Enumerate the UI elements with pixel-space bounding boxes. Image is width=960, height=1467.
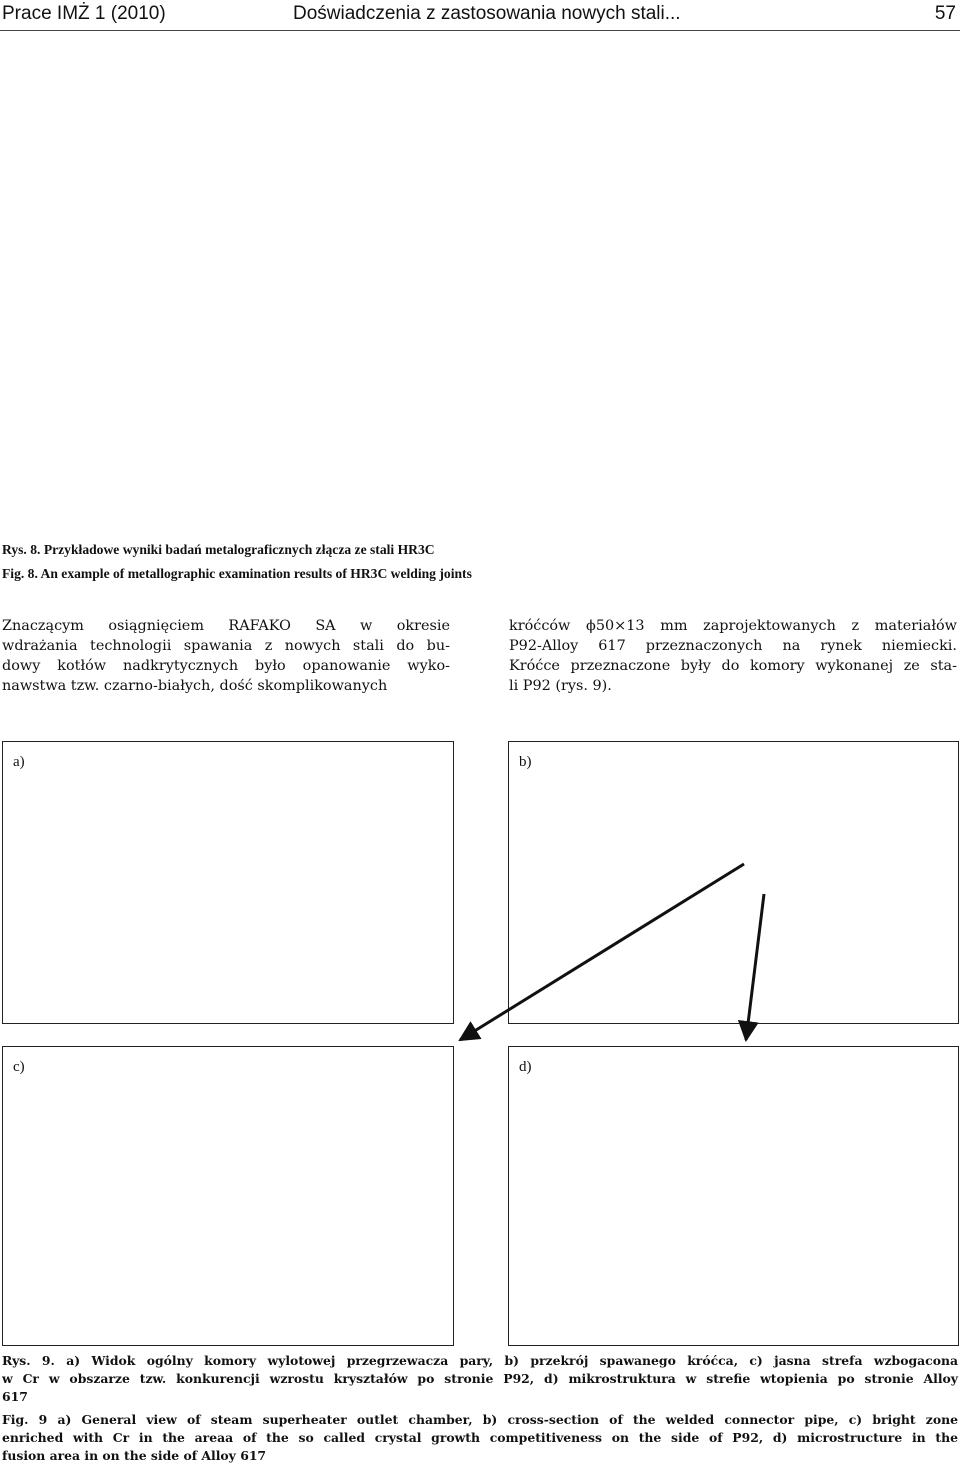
- fig9-panel-b: [508, 741, 959, 1024]
- body-line: li P92 (rys. 9).: [509, 678, 612, 694]
- panel-label-c: c): [13, 1059, 25, 1075]
- page-number: 57: [934, 3, 956, 24]
- fig9-panel-c: [2, 1046, 454, 1346]
- caption-line: Rys. 9. a) Widok ogólny komory wylotowej przegrzewacza pary, b) przekrój spawanego króćca, c) jasna strefa wzbogacona: [2, 1353, 958, 1368]
- panel-label-a: a): [13, 754, 25, 770]
- fig8-caption-pl: Rys. 8. Przykładowe wyniki badań metalograficznych złącza ze stali HR3C: [2, 542, 435, 557]
- body-line: Króćce przeznaczone były do komory wykonanej ze sta-: [509, 658, 957, 674]
- caption-line: 617: [2, 1389, 28, 1404]
- fig8-caption-en: Fig. 8. An example of metallographic examination results of HR3C welding joints: [2, 566, 472, 581]
- panel-label-b: b): [519, 754, 532, 770]
- fig9-panel-a: [2, 741, 454, 1024]
- caption-line: enriched with Cr in the areaa of the so called crystal growth competitiveness on the side of P92, d) microstructure in the: [2, 1430, 958, 1445]
- body-right-column: [509, 616, 957, 696]
- body-line: Znaczącym osiągnięciem RAFAKO SA w okresie: [2, 618, 450, 634]
- running-title: Doświadczenia z zastosowania nowych stali...: [293, 3, 681, 24]
- body-left-column: [2, 616, 450, 696]
- header-rule: [0, 30, 960, 31]
- body-line: P92-Alloy 617 przeznaczonych na rynek niemiecki.: [509, 638, 957, 654]
- journal-name: Prace IMŻ 1 (2010): [2, 3, 166, 24]
- fig9-caption-en: [2, 1411, 958, 1465]
- caption-line: w Cr w obszarze tzw. konkurencji wzrostu kryształów po stronie P92, d) mikrostruktura w strefie wtopienia po stronie Alloy: [2, 1371, 958, 1386]
- body-line: króćców ϕ50×13 mm zaprojektowanych z materiałów: [509, 618, 957, 634]
- caption-line: fusion area in on the side of Alloy 617: [2, 1448, 267, 1463]
- fig9-caption-pl: [2, 1352, 958, 1406]
- caption-line: Fig. 9 a) General view of steam superheater outlet chamber, b) cross-section of the welded connector pipe, c) bright zone: [2, 1412, 958, 1427]
- body-line: nawstwa tzw. czarno-białych, dość skomplikowanych: [2, 678, 388, 694]
- panel-label-d: d): [519, 1059, 532, 1075]
- body-line: wdrażania technologii spawania z nowych stali do bu-: [2, 638, 450, 654]
- page-header: [0, 0, 960, 28]
- fig9-panel-d: [508, 1046, 959, 1346]
- body-line: dowy kotłów nadkrytycznych było opanowanie wyko-: [2, 658, 450, 674]
